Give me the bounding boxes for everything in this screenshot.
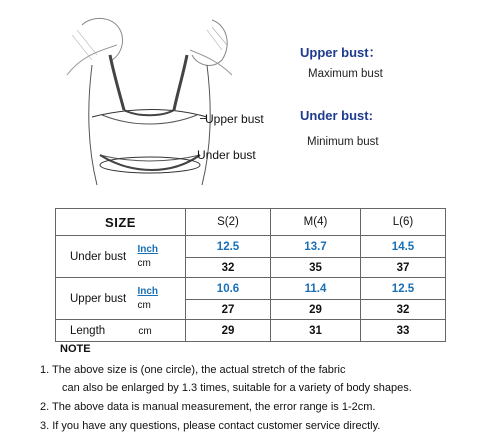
upper-bust-inch-m: 11.4 xyxy=(271,278,361,300)
upper-bust-label: Upper bust xyxy=(70,292,127,305)
upper-bust-description: Maximum bust xyxy=(308,68,383,80)
size-m-header: M(4) xyxy=(271,209,361,236)
upper-bust-inch-unit: Inch xyxy=(137,285,159,297)
upper-bust-row-label xyxy=(56,278,186,320)
under-bust-heading: Under bust: xyxy=(300,108,373,123)
bra-sketch-illustration xyxy=(62,15,237,190)
under-bust-inch-s: 12.5 xyxy=(186,236,271,258)
upper-bust-cm-m: 29 xyxy=(271,300,361,320)
note-title: NOTE xyxy=(60,343,91,355)
note-1: 1. The above size is (one circle), the actual stretch of the fabric xyxy=(40,364,346,376)
under-bust-inch-unit: Inch xyxy=(137,243,159,255)
size-l-header: L(6) xyxy=(361,209,446,236)
length-row-label xyxy=(56,320,186,342)
under-bust-cm-l: 37 xyxy=(361,258,446,278)
length-label: Length xyxy=(70,324,106,337)
under-bust-cm-m: 35 xyxy=(271,258,361,278)
under-bust-cm-unit: cm xyxy=(137,257,151,269)
upper-bust-cm-s: 27 xyxy=(186,300,271,320)
under-bust-inch-l: 14.5 xyxy=(361,236,446,258)
length-cm-m: 31 xyxy=(271,320,361,342)
note-2: 2. The above data is manual measurement, the error range is 1-2cm. xyxy=(40,401,376,413)
under-bust-inch-m: 13.7 xyxy=(271,236,361,258)
under-bust-row-label xyxy=(56,236,186,278)
under-bust-cm-s: 32 xyxy=(186,258,271,278)
size-header-row xyxy=(56,209,446,236)
under-bust-label: Under bust xyxy=(70,250,127,263)
length-cm-unit: cm xyxy=(138,325,152,337)
note-1-continuation: can also be enlarged by 1.3 times, suitable for a variety of body shapes. xyxy=(62,382,412,394)
under-bust-inch-row xyxy=(56,236,446,258)
length-cm-s: 29 xyxy=(186,320,271,342)
upper-bust-cm-unit: cm xyxy=(137,299,151,311)
upper-bust-inch-s: 10.6 xyxy=(186,278,271,300)
illustration-upper-bust-label: Upper bust xyxy=(205,112,264,126)
under-bust-description: Minimum bust xyxy=(307,136,379,148)
upper-bust-heading: Upper bust： xyxy=(300,45,382,60)
length-cm-l: 33 xyxy=(361,320,446,342)
length-row xyxy=(56,320,446,342)
upper-bust-cm-l: 32 xyxy=(361,300,446,320)
note-3: 3. If you have any questions, please contact customer service directly. xyxy=(40,420,381,432)
size-s-header: S(2) xyxy=(186,209,271,236)
upper-bust-inch-row xyxy=(56,278,446,300)
size-table xyxy=(55,208,446,342)
illustration-under-bust-label: Under bust xyxy=(197,148,256,162)
upper-bust-inch-l: 12.5 xyxy=(361,278,446,300)
size-title: SIZE xyxy=(56,209,186,236)
